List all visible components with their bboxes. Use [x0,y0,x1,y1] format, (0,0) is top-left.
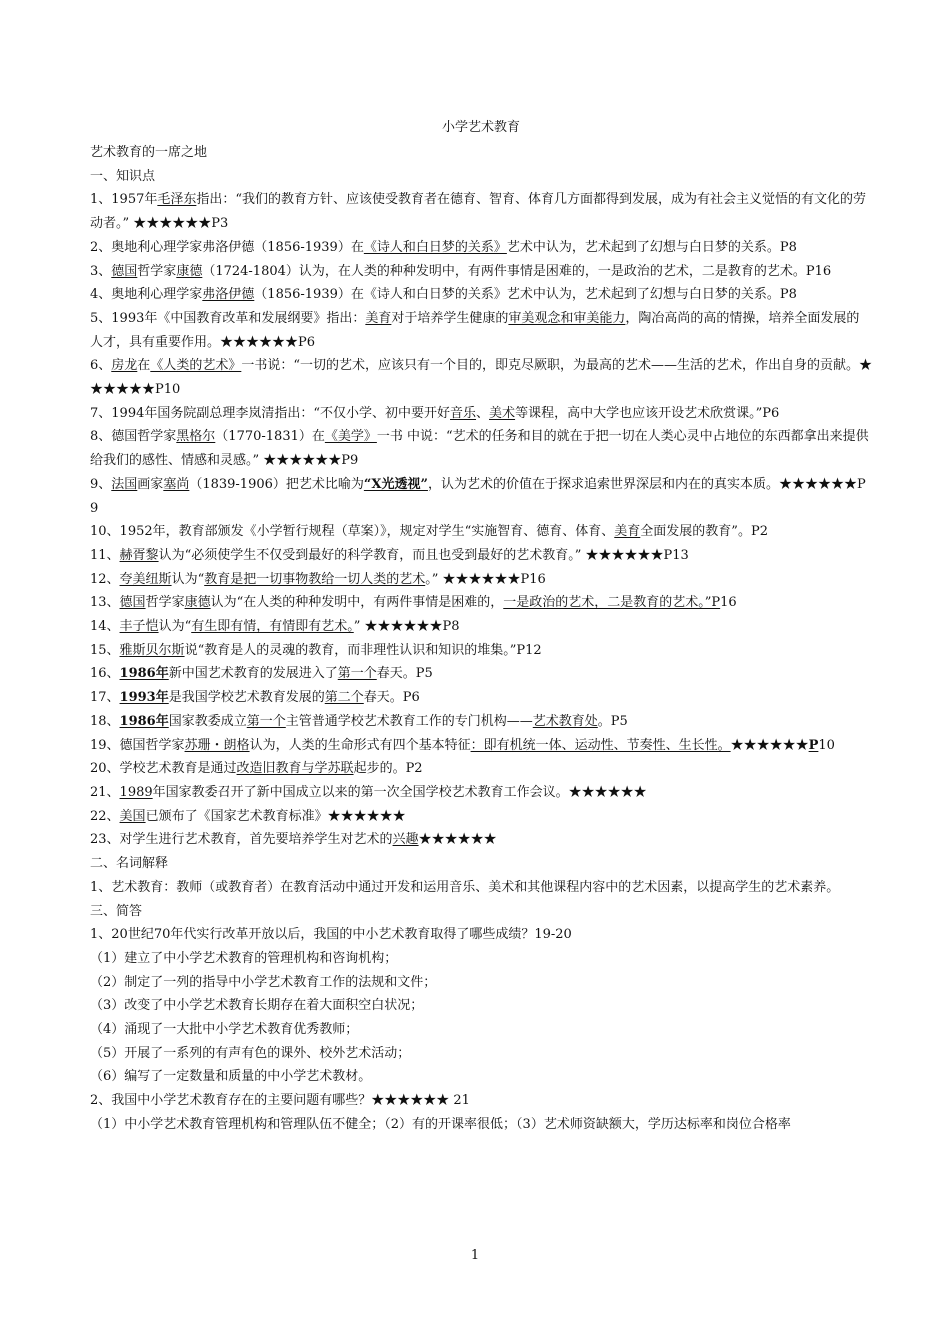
text-run: 。” ★★★★★★P16 [425,571,546,587]
text-run: 哲学家 [145,595,185,611]
text-run: 10、1952年，教育部颁发《小学暂行规程（草案）》，规定对学生“实施智育、德育、体育、 [90,524,615,540]
text-run: 4、奥地利心理学家 [90,287,203,303]
text-run: ★★★★★★ [730,737,809,753]
text-run: （3）改变了中小学艺术教育长期存在着大面积空白状况； [90,998,424,1014]
text-run: 7、1994年国务院副总理李岚清指出：“不仅小学、初中要开好 [90,405,451,421]
underlined-text: “X光透视” [363,476,428,492]
text-run: 一书说：“一切的艺术，应该只有一个目的，即克尽厥职，为最高的艺术——生活的艺术，作出自身的贡献。★★★★★★P10 [90,358,872,398]
text-run: 5、1993年《中国教育改革和发展纲要》指出： [90,310,366,326]
text-run: 1、艺术教育：教师（或教育者）在教育活动中通过开发和运用音乐、美术和其他课程内容中的艺术因素，以提高学生的艺术素养。 [90,879,840,895]
text-run: （1）建立了中小学艺术教育的管理机构和咨询机构； [90,950,398,966]
text-run: 春天。P5 [376,666,433,682]
text-run: 11、 [90,547,120,563]
text-run: 等课程，高中大学也应该开设艺术欣赏课。”P6 [515,405,780,421]
text-run: ” ★★★★★★P8 [353,619,460,635]
paragraph [90,757,872,781]
text-run: 14、 [90,619,120,635]
text-run: 是我国学校艺术教育发展的 [168,690,325,706]
underlined-text: 艺术教育处 [532,713,598,729]
underlined-text: P [808,737,819,753]
text-run: 在 [137,358,151,374]
paragraph [90,473,872,520]
text-run: 21、 [90,784,120,800]
underlined-text: 弗洛伊德 [202,287,255,303]
text-run: 19、德国哲学家 [90,737,185,753]
text-run: （1）中小学艺术教育管理机构和管理队伍不健全；（2）有的开课率很低；（3）艺术师资缺额大，学历达标率和岗位合格率 [90,1116,791,1132]
underlined-text: 有生即有情，有情即有艺术。 [191,619,354,635]
underlined-text: 房龙 [111,358,138,374]
paragraph [90,260,872,284]
text-run: 。P5 [597,713,628,729]
document-page [90,118,872,1137]
underlined-text: 《美学》 [324,429,377,445]
underlined-text: ：即有机统一体、运动性、节奏性、生长性。 [470,737,731,753]
text-run: 16、 [90,666,120,682]
underlined-text: 审美观念和审美能力 [508,310,626,326]
underlined-text: 教育是把一切事物教给一切人类的艺术 [204,571,426,587]
document-title: 小学艺术教育 [441,120,520,135]
underlined-text: 改造旧教育与学苏联 [236,761,354,777]
paragraph [90,615,872,639]
text-run: 认为“ [158,619,192,635]
underlined-text: 第二个 [324,690,364,706]
paragraph [90,1089,872,1113]
text-run: 2、奥地利心理学家弗洛伊德（1856-1939）在 [90,239,364,255]
paragraph [90,971,872,995]
underlined-text: 1986年 [119,666,169,682]
paragraph [90,307,872,354]
paragraph [90,236,872,260]
underlined-text: 一是政治的艺术，二是教育的艺术。”P [503,595,721,611]
underlined-text: 黑格尔 [176,429,216,445]
text-run: 16 [720,595,737,611]
underlined-text: 《诗人和白日梦的关系》 [363,239,507,255]
text-run: （1724-1804）认为，在人类的种种发明中，有两件事情是困难的，一是政治的艺术，二是教育的艺术。P16 [202,263,832,279]
paragraph [90,805,872,829]
text-run: 一、知识点 [90,168,156,184]
text-run: 画家 [137,476,164,492]
underlined-text: 美术 [489,405,516,421]
text-run: 15、 [90,642,120,658]
paragraph [90,1065,872,1089]
document-body [90,141,872,1137]
paragraph [90,402,872,426]
paragraph [90,283,872,307]
paragraph [90,188,872,235]
text-run: ，陶冶高尚的高的情操，培养全面发展的人才，具有重要作用。★★★★★★P6 [90,310,860,350]
text-run: 指出：“我们的教育方针、应该使受教育者在德育、智育、体育几方面都得到发展，成为有社会主义觉悟的有文化的劳动者。” ★★★★★★P3 [90,192,867,232]
text-run: 10 [818,737,835,753]
underlined-text: 法国 [111,476,138,492]
underlined-text: 美育 [365,310,392,326]
underlined-text: 第一个 [246,713,286,729]
underlined-text: 1986年 [119,713,169,729]
text-run: （4）涌现了一大批中小学艺术教育优秀教师； [90,1022,359,1038]
text-run: 全面发展的教育”。P2 [640,524,768,540]
paragraph [90,828,872,852]
underlined-text: 丰子恺 [119,619,159,635]
paragraph [90,994,872,1018]
underlined-text: 康德 [176,263,203,279]
paragraph [90,425,872,472]
paragraph [90,686,872,710]
text-run: ★★★★★★ [418,832,497,848]
underlined-text: 1989 [119,784,153,800]
text-run: （1839-1906）把艺术比喻为 [189,476,364,492]
text-run: 8、德国哲学家 [90,429,177,445]
text-run: 新中国艺术教育的发展进入了 [168,666,338,682]
text-run: （6）编写了一定数量和质量的中小学艺术教材。 [90,1069,372,1085]
text-run: （1856-1939）在《诗人和白日梦的关系》艺术中认为，艺术起到了幻想与白日梦的关系。P8 [254,287,797,303]
underlined-text: 塞尚 [163,476,190,492]
underlined-text: 赫胥黎 [119,547,159,563]
page-number: 1 [470,1248,480,1263]
text-run: 6、 [90,358,112,374]
underlined-text: 第一个 [337,666,377,682]
text-run: 认为，人类的生命形式有四个基本特征 [249,737,471,753]
text-run: 认为“在人类的种种发明中，有两件事情是困难的， [210,595,504,611]
text-run: 17、 [90,690,120,706]
text-run: 年国家教委召开了新中国成立以来的第一次全国学校艺术教育工作会议。★★★★★★ [152,784,647,800]
paragraph [90,900,872,924]
underlined-text: 德国 [119,595,146,611]
text-run: 对于培养学生健康的 [391,310,509,326]
paragraph [90,662,872,686]
underlined-text: 雅斯贝尔斯 [119,642,185,658]
paragraph [90,141,872,165]
text-run: 已颁布了《国家艺术教育标准》★★★★★★ [145,808,406,824]
paragraph [90,781,872,805]
underlined-text: 《人类的艺术》 [150,358,242,374]
underlined-text: 毛泽东 [157,192,197,208]
underlined-text: 1993年 [119,690,169,706]
paragraph [90,876,872,900]
paragraph [90,1018,872,1042]
text-run: （5）开展了一系列的有声有色的课外、校外艺术活动； [90,1045,411,1061]
text-run: 1、1957年 [90,192,158,208]
text-run: 说“教育是人的灵魂的教育，而非理性认识和知识的堆集。”P12 [184,642,542,658]
paragraph [90,852,872,876]
text-run: 23、对学生进行艺术教育，首先要培养学生对艺术的 [90,832,393,848]
underlined-text: 德国 [111,263,138,279]
text-run: 22、 [90,808,120,824]
text-run: （1770-1831）在 [215,429,325,445]
text-run: 二、名词解释 [90,856,169,872]
paragraph [90,947,872,971]
text-run: 18、 [90,713,120,729]
text-run: ，认为艺术的价值在于探求追索世界深层和内在的真实本质。★★★★★★P9 [90,476,866,516]
text-run: 三、简答 [90,903,143,919]
paragraph [90,923,872,947]
text-run: 艺术中认为，艺术起到了幻想与白日梦的关系。P8 [506,239,797,255]
text-run: 20、学校艺术教育是通过 [90,761,237,777]
underlined-text: 康德 [184,595,211,611]
underlined-text: 兴趣 [392,832,419,848]
underlined-text: 音乐 [450,405,477,421]
paragraph [90,1113,872,1137]
paragraph [90,1042,872,1066]
text-run: 、 [476,405,490,421]
text-run: 13、 [90,595,120,611]
paragraph [90,354,872,401]
text-run: 艺术教育的一席之地 [90,145,208,160]
paragraph [90,734,872,758]
text-run: 1、20世纪70年代实行改革开放以后，我国的中小艺术教育取得了哪些成绩？19-20 [90,927,572,943]
paragraph [90,568,872,592]
paragraph [90,591,872,615]
text-run: 9、 [90,476,112,492]
text-run: 2、我国中小学艺术教育存在的主要问题有哪些？★★★★★★ 21 [90,1093,470,1109]
underlined-text: 夸美纽斯 [119,571,172,587]
text-run: 3、 [90,263,112,279]
underlined-text: 苏珊・朗格 [184,737,250,753]
text-run: 起步的。P2 [353,761,423,777]
paragraph [90,165,872,189]
text-run: 12、 [90,571,120,587]
paragraph [90,544,872,568]
paragraph [90,639,872,663]
text-run: 哲学家 [137,263,177,279]
underlined-text: 美国 [119,808,146,824]
text-run: 春天。P6 [363,690,420,706]
text-run: 主管普通学校艺术教育工作的专门机构—— [285,713,533,729]
text-run: 一书 中说：“艺术的任务和目的就在于把一切在人类心灵中占地位的东西都拿出来提供给我们的感性、情感和灵感。” ★★★★★★P9 [90,429,869,469]
text-run: 认为“必须使学生不仅受到最好的科学教育，而且也受到最好的艺术教育。” ★★★★★★P13 [158,547,689,563]
text-run: 国家教委成立 [168,713,247,729]
text-run: 认为“ [171,571,205,587]
text-run: （2）制定了一列的指导中小学艺术教育工作的法规和文件； [90,974,437,990]
paragraph [90,710,872,734]
underlined-text: 美育 [614,524,641,540]
paragraph [90,520,872,544]
